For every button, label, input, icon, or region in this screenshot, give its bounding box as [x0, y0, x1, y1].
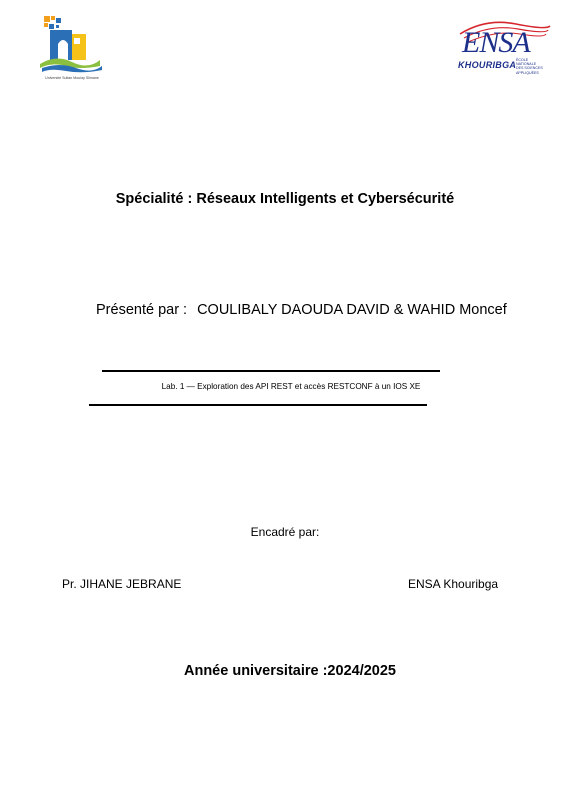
supervised-by-label: Encadré par: [250, 525, 320, 539]
university-emblem-icon [36, 14, 108, 76]
ensa-logo [456, 20, 552, 84]
university-logo-caption: Université Sultan Moulay Slimane [45, 76, 99, 80]
ensa-city: KHOURIBGA [458, 60, 517, 70]
presented-by-line [96, 302, 507, 318]
ensa-school-line: NATIONALE [516, 62, 537, 67]
ensa-school-name [516, 58, 552, 75]
title-rule-top [102, 370, 440, 372]
authors: COULIBALY DAOUDA DAVID & WAHID Moncef [197, 302, 507, 318]
university-logo [36, 14, 108, 90]
lab-title: Lab. 1 — Exploration des API REST et accès RESTCONF à un IOS XE [161, 382, 421, 391]
ensa-school-line: ÉCOLE [516, 58, 529, 62]
speciality-heading: Spécialité : Réseaux Intelligents et Cybersécurité [115, 191, 455, 207]
presented-by-label: Présenté par : [96, 302, 188, 318]
ensa-school-line: DES SCIENCES [516, 66, 543, 71]
supervisor-name: Pr. JIHANE JEBRANE [62, 577, 182, 591]
institution-name: ENSA Khouribga [408, 577, 499, 591]
ensa-school-line: APPLIQUÉES [516, 70, 539, 75]
ensa-wordmark: ENSA [462, 26, 530, 59]
academic-year: Année universitaire :2024/2025 [184, 663, 396, 679]
title-rule-bottom [89, 404, 427, 406]
